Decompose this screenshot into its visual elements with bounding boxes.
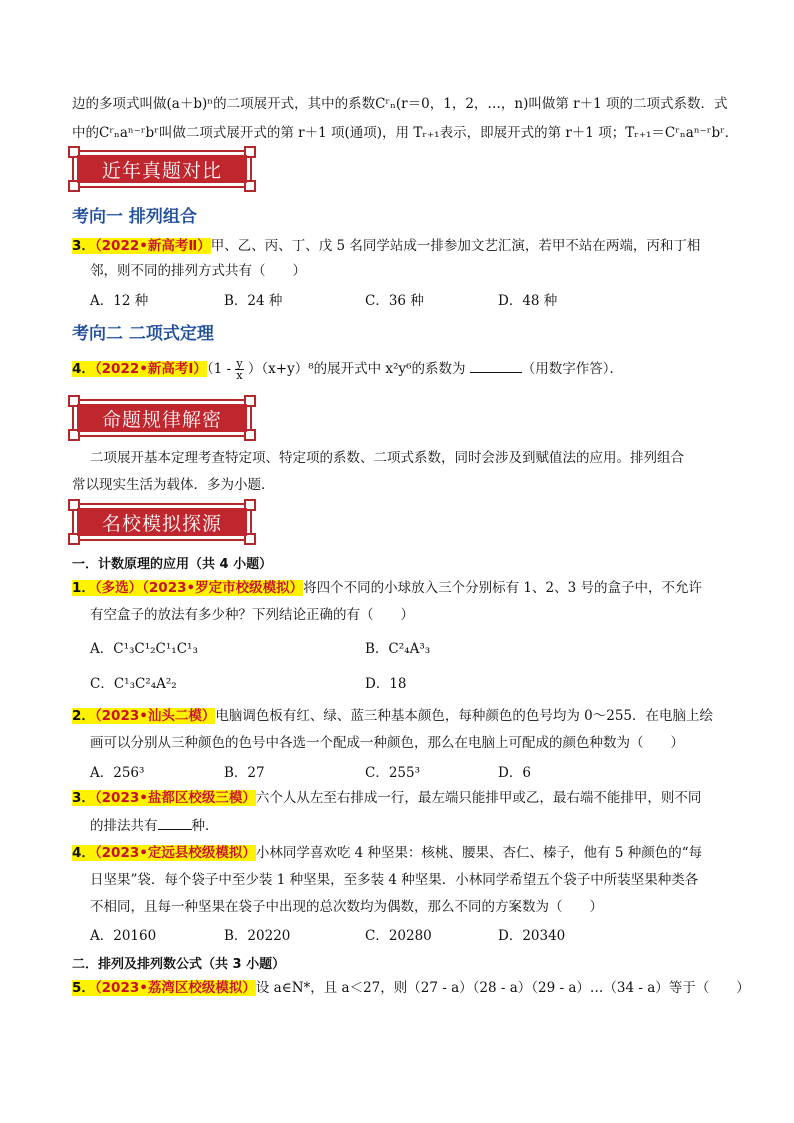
question-3-line-1 <box>72 236 700 256</box>
question-text: 甲、乙、丙、丁、戊 5 名同学站成一排参加文艺汇演，若甲不站在两端，丙和丁相 <box>210 238 701 254</box>
question-source: （2023•荔湾区校级模拟） <box>94 980 256 996</box>
problem-4-line-1 <box>72 843 702 863</box>
banner-rules <box>72 399 252 437</box>
question-text: 电脑调色板有红、绿、蓝三种基本颜色，每种颜色的色号均为 0～255．在电脑上绘 <box>215 708 714 724</box>
problem-4-option-a[interactable]: A．20160 <box>90 928 157 944</box>
question-number: 2． <box>72 708 95 724</box>
question-text: 设 a∈N*，且 a＜27，则（27 - a）（28 - a）（29 - a）…（34 - a）等于（ ） <box>255 980 750 996</box>
question-number: 3． <box>72 790 95 806</box>
question-number: 3． <box>72 238 95 254</box>
direction-heading-2: 考向二 二项式定理 <box>72 324 214 344</box>
problem-4-option-d[interactable]: D．20340 <box>498 928 566 944</box>
problem-4-option-b[interactable]: B．20220 <box>224 928 291 944</box>
question-3-option-a[interactable]: A．12 种 <box>90 293 149 309</box>
question-number: 5． <box>72 980 95 996</box>
rules-line-2: 常以现实生活为载体．多为小题． <box>72 477 275 493</box>
problem-2-option-a[interactable]: A．256³ <box>90 765 145 781</box>
problem-1-line-2: 有空盒子的放法有多少种？下列结论正确的有（ ） <box>90 607 414 623</box>
answer-blank[interactable] <box>470 358 522 373</box>
question-source: （2023•盐都区校级三模） <box>94 790 256 806</box>
problem-4-option-c[interactable]: C．20280 <box>365 928 432 944</box>
problem-5-line-1 <box>72 978 750 998</box>
banner-title: 近年真题对比 <box>101 159 222 182</box>
question-source: （2022•新高考Ⅰ） <box>94 361 207 377</box>
question-number: 1． <box>72 580 95 596</box>
problem-2-line-1 <box>72 706 713 726</box>
problem-1-option-c[interactable]: C．C¹₃C²₄A²₂ <box>90 676 177 692</box>
question-text: 的排法共有 <box>90 818 158 834</box>
question-number: 4． <box>72 845 95 861</box>
fraction-numerator: y <box>236 357 243 370</box>
direction-heading-1: 考向一 排列组合 <box>72 207 197 227</box>
question-3-line-2: 邻，则不同的排列方式共有（ ） <box>90 263 306 279</box>
question-3-option-d[interactable]: D．48 种 <box>498 293 558 309</box>
answer-blank[interactable] <box>158 815 192 830</box>
fraction-y-over-x <box>235 358 243 381</box>
question-text: 六个人从左至右排成一行，最左端只能排甲或乙，最右端不能排甲，则不同 <box>255 790 702 806</box>
fraction-denominator: x <box>236 369 243 382</box>
problem-2-option-d[interactable]: D．6 <box>498 765 531 781</box>
intro-line-1: 边的多项式叫做(a＋b)ⁿ的二项展开式，其中的系数Cʳₙ(r＝0，1，2，…，n)叫做第 r＋1 项的二项式系数．式 <box>72 96 728 112</box>
problem-2-option-c[interactable]: C．255³ <box>365 765 421 781</box>
problem-3-line-1 <box>72 788 701 808</box>
question-source: （多选）（2023•罗定市校级模拟） <box>94 580 304 596</box>
question-text: 将四个不同的小球放入三个分别标有 1、2、3 号的盒子中，不允许 <box>303 580 702 596</box>
problem-1-option-a[interactable]: A．C¹₃C¹₂C¹₁C¹₃ <box>90 641 198 657</box>
banner-title: 名校模拟探源 <box>101 512 222 535</box>
expr-prefix: （1 - <box>206 361 232 377</box>
problem-4-line-2: 日坚果”袋．每个袋子中至少装 1 种坚果，至多装 4 种坚果．小林同学希望五个袋子中所装坚果种类各 <box>90 872 699 888</box>
banner-title: 命题规律解密 <box>101 408 222 431</box>
question-source: （2022•新高考Ⅱ） <box>94 238 211 254</box>
question-number: 4． <box>72 361 95 377</box>
problem-3-line-2 <box>90 815 219 836</box>
problem-2-line-2: 画可以分别从三种颜色的色号中各选一个配成一种颜色，那么在电脑上可配成的颜色种数为（ ） <box>90 735 684 751</box>
rules-line-1: 二项展开基本定理考查特定项、特定项的系数、二项式系数，同时会涉及到赋值法的应用。排列组合 <box>90 450 684 466</box>
banner-schools <box>72 503 252 541</box>
expr-middle: ）（x+y）⁸的展开式中 x²y⁶的系数为 <box>247 361 466 377</box>
question-3-option-b[interactable]: B．24 种 <box>224 293 283 309</box>
expr-suffix: （用数字作答）． <box>521 361 624 377</box>
question-4-exam-line <box>72 358 623 381</box>
question-text: 小林同学喜欢吃 4 种坚果：核桃、腰果、杏仁、榛子，他有 5 种颜色的“每 <box>255 845 703 861</box>
question-source: （2023•定远县校级模拟） <box>94 845 256 861</box>
question-source: （2023•汕头二模） <box>94 708 216 724</box>
problem-2-option-b[interactable]: B．27 <box>224 765 265 781</box>
section-heading-2: 二．排列及排列数公式（共 3 小题） <box>72 957 286 972</box>
question-3-option-c[interactable]: C．36 种 <box>365 293 424 309</box>
section-heading-1: 一．计数原理的应用（共 4 小题） <box>72 557 273 572</box>
problem-1-line-1 <box>72 578 702 598</box>
problem-4-line-3: 不相同，且每一种坚果在袋子中出现的总次数均为偶数，那么不同的方案数为（ ） <box>90 899 603 915</box>
problem-1-option-b[interactable]: B．C²₄A³₃ <box>365 641 431 657</box>
banner-recent-exams <box>72 150 252 188</box>
question-text: 种． <box>191 818 219 834</box>
problem-1-option-d[interactable]: D．18 <box>365 676 407 692</box>
intro-line-2: 中的Cʳₙaⁿ⁻ʳbʳ叫做二项式展开式的第 r＋1 项(通项)，用 Tᵣ₊₁表示，即展开式的第 r＋1 项；Tᵣ₊₁＝Cʳₙaⁿ⁻ʳbʳ． <box>72 125 739 141</box>
